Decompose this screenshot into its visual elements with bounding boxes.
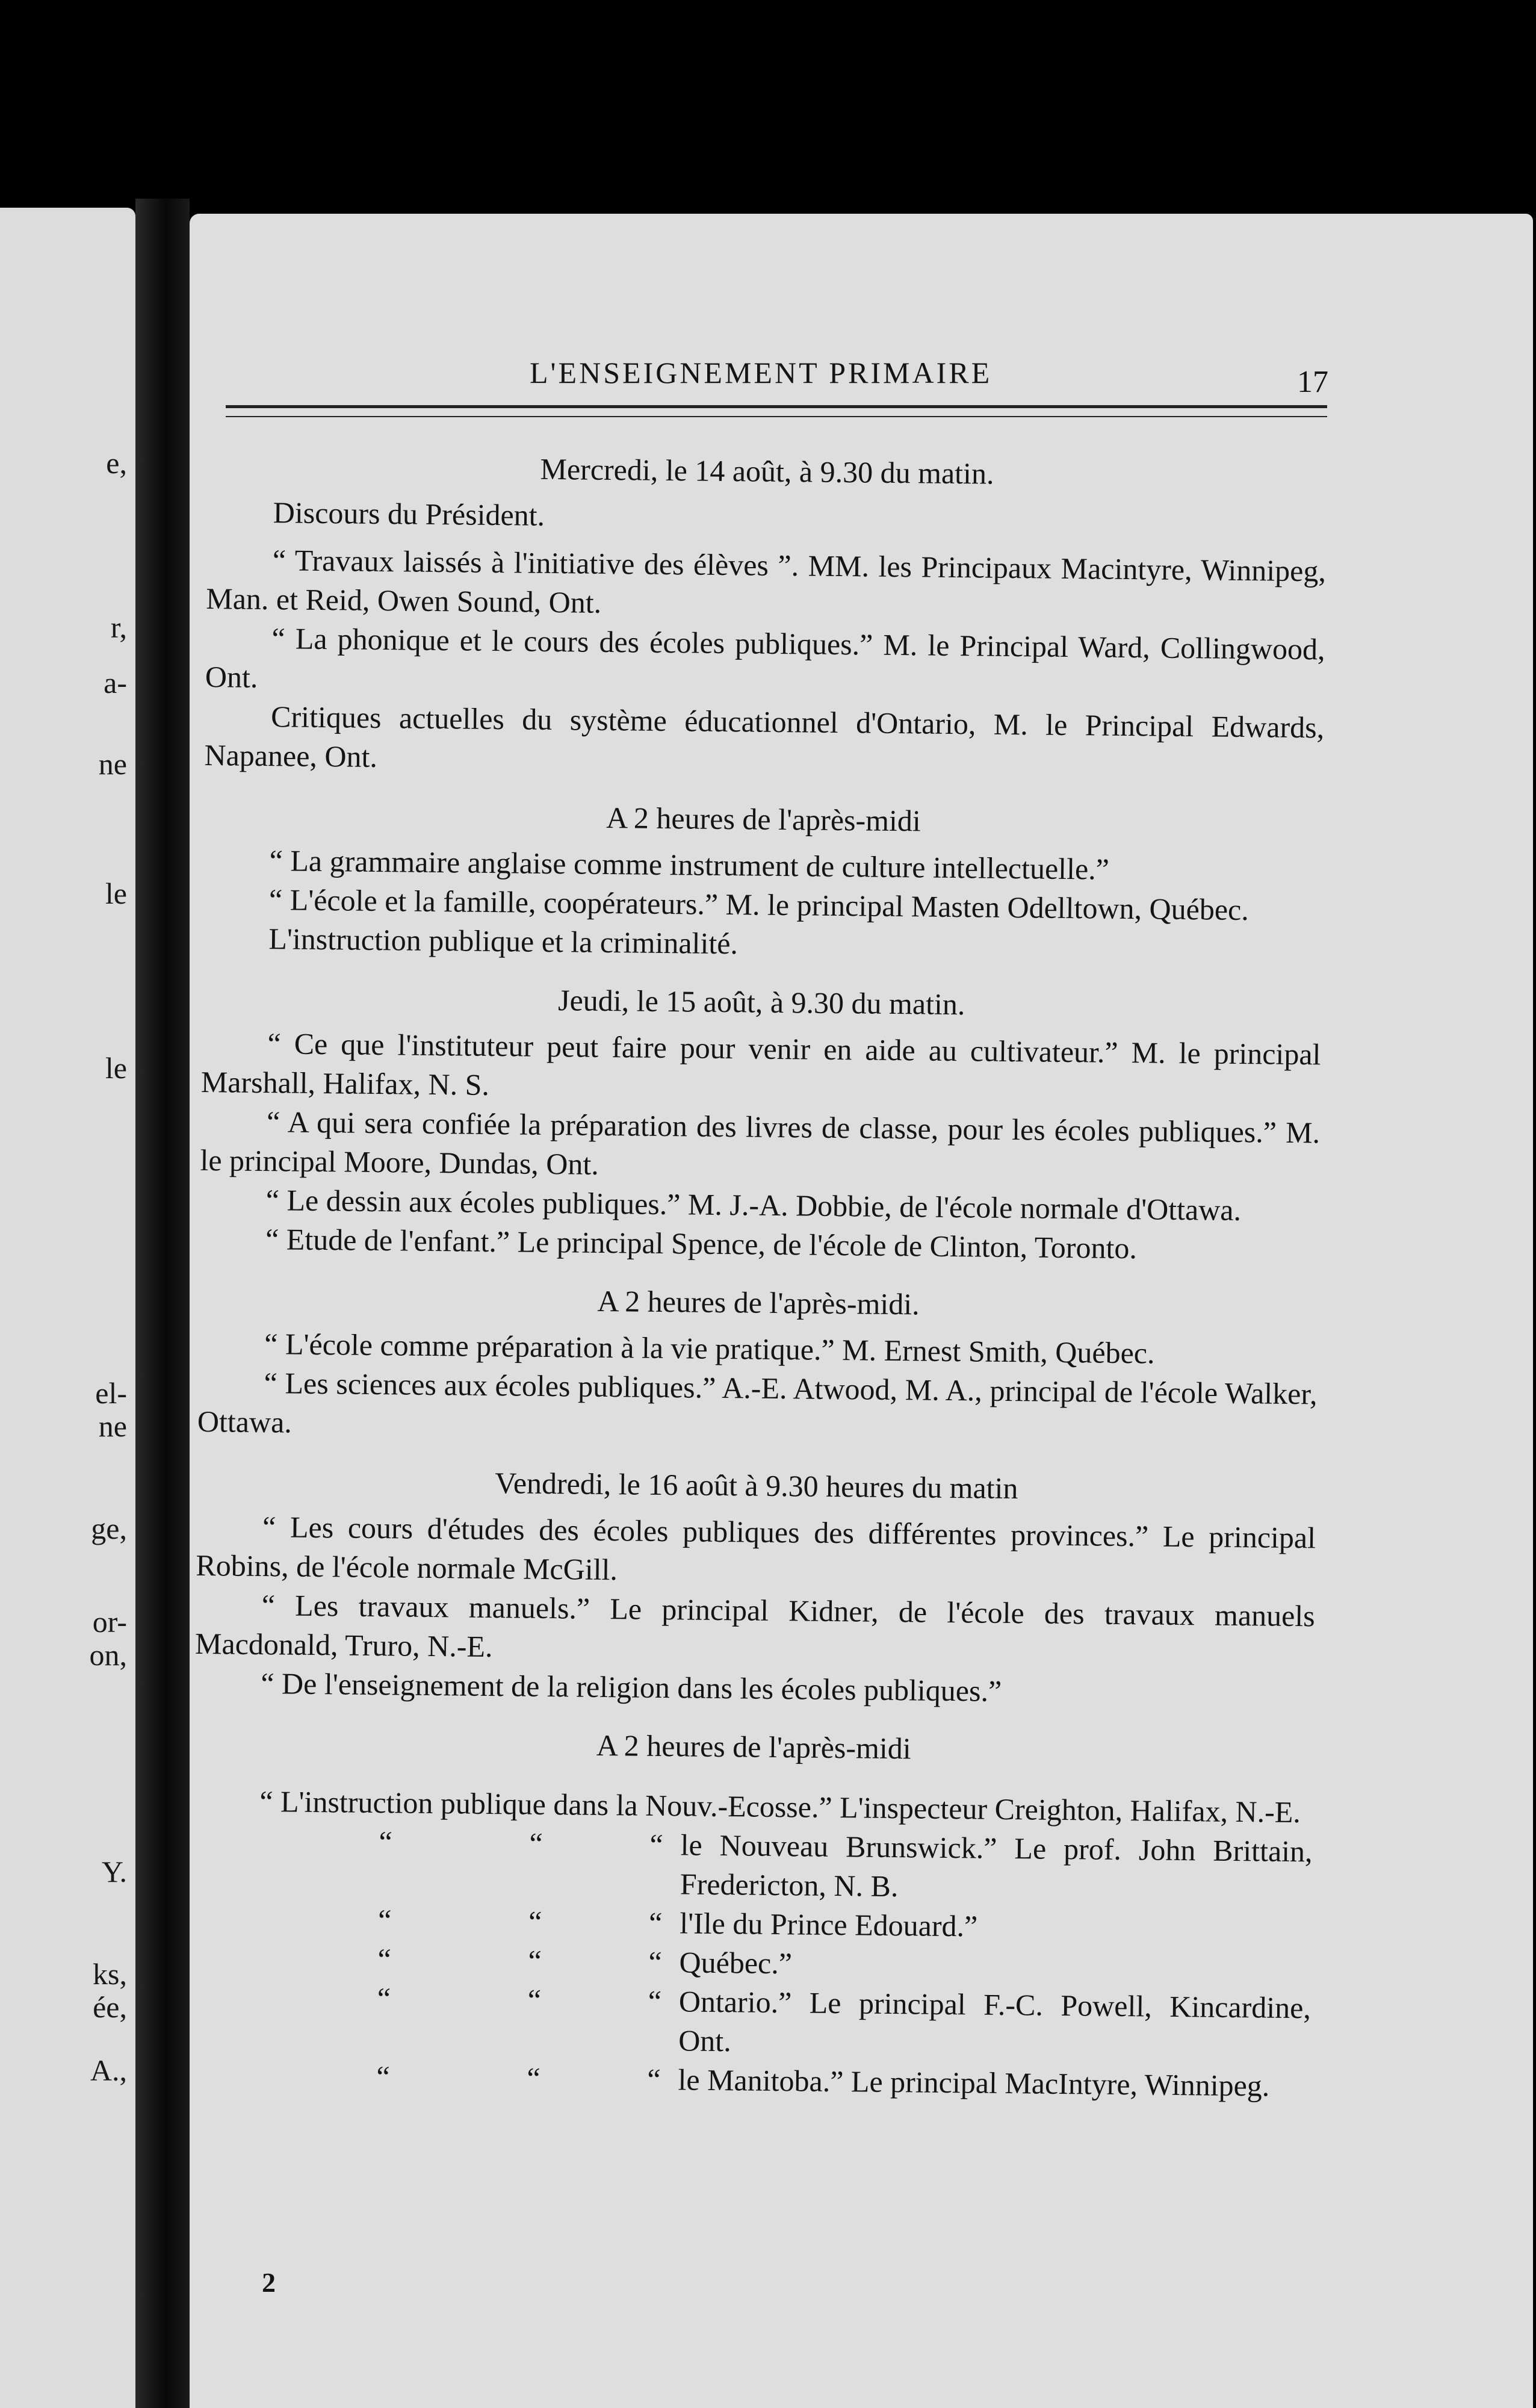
facing-page-fragment: el- — [95, 1376, 127, 1410]
ditto-mark: “ — [648, 1905, 663, 1940]
program-item: “ Les sciences aux écoles publiques.” A.-E. Atwood, M. A., principal de l'école Walker, Ottawa. — [197, 1366, 1318, 1439]
ditto-mark: “ — [527, 2061, 540, 2095]
ditto-mark: “ — [528, 1943, 542, 1978]
program-item: “ De l'enseignement de la religion dans les écoles publiques.” — [261, 1666, 1002, 1708]
session-heading: A 2 heures de l'après-midi — [596, 1728, 912, 1766]
facing-page-fragment: Y. — [101, 1855, 127, 1888]
program-item: “ La phonique et le cours des écoles publiques.” M. le Principal Ward, Collingwood, Ont. — [205, 621, 1325, 694]
facing-page-fragment: A., — [90, 2053, 127, 2087]
ditto-item-text: le Manitoba.” Le principal MacIntyre, Winnipeg. — [678, 2062, 1270, 2103]
facing-page-fragment: ne — [98, 1409, 127, 1443]
ditto-mark: “ — [379, 1825, 393, 1859]
facing-page-fragment: on, — [89, 1638, 127, 1672]
ditto-item — [193, 1820, 1313, 1910]
facing-page-fragment: ne — [98, 747, 127, 781]
book-gutter — [135, 199, 190, 2408]
header-rule-thin — [226, 416, 1327, 417]
ditto-mark: “ — [648, 1944, 662, 1979]
ditto-item-text: l'Ile du Prince Edouard.” — [679, 1906, 978, 1943]
facing-page-fragment: ée, — [93, 1990, 127, 2024]
ditto-mark: “ — [377, 1942, 392, 1976]
program-item: “ A qui sera confiée la préparation des livres de classe, pour les écoles publiques.” M. le principal Moore, Dundas, Ont. — [200, 1105, 1321, 1181]
facing-page-fragment: e, — [106, 446, 127, 480]
program-item: “ L'instruction publique dans la Nouv.-Ecosse.” L'inspecteur Creighton, Halifax, N.-E. — [259, 1784, 1301, 1829]
facing-page-fragment: or- — [92, 1605, 127, 1639]
program-item: “ L'école et la famille, coopérateurs.” M. le principal Masten Odelltown, Québec. — [268, 883, 1250, 927]
ditto-mark: “ — [376, 2059, 390, 2094]
ditto-item-text: Québec.” — [679, 1945, 793, 1981]
ditto-mark: “ — [529, 1826, 543, 1860]
ditto-item-text: le Nouveau Brunswick.” Le prof. John Brittain, Fredericton, N. B. — [680, 1828, 1313, 1904]
session-heading: Mercredi, le 14 août, à 9.30 du matin. — [540, 452, 994, 491]
facing-page-fragment: ks, — [93, 1957, 127, 1991]
facing-page-fragment: ge, — [91, 1512, 127, 1545]
session-heading: A 2 heures de l'après-midi — [605, 800, 921, 838]
session-heading: A 2 heures de l'après-midi. — [597, 1283, 920, 1321]
facing-page-fragment: le — [105, 1051, 127, 1085]
program-item: L'instruction publique et la criminalité. — [268, 922, 739, 961]
facing-page-fragment: a- — [104, 666, 127, 700]
ditto-item-text: Ontario.” Le principal F.-C. Powell, Kincardine, Ont. — [678, 1984, 1311, 2058]
ditto-mark: “ — [527, 1982, 542, 2017]
ditto-mark: “ — [377, 1981, 391, 2015]
facing-page-edge — [0, 208, 135, 2408]
facing-page-fragment: r, — [110, 610, 127, 644]
session-heading: Vendredi, le 16 août à 9.30 heures du matin — [495, 1466, 1018, 1506]
program-item: “ Les cours d'études des écoles publiques des différentes provinces.” Le principal Robins, de l'école normale McGill. — [196, 1510, 1316, 1587]
ditto-mark: “ — [647, 2062, 661, 2097]
ditto-mark: “ — [649, 1827, 664, 1862]
program-item: “ Les travaux manuels.” Le principal Kidner, de l'école des travaux manuels Macdonald, Truro, N.-E. — [194, 1588, 1315, 1664]
ditto-mark: “ — [528, 1904, 542, 1938]
running-head: L'ENSEIGNEMENT PRIMAIRE — [530, 356, 993, 389]
program-item: “ La grammaire anglaise comme instrument de culture intellectuelle.” — [269, 843, 1110, 886]
program-item: Discours du Président. — [273, 495, 545, 532]
page-number: 17 — [1297, 365, 1328, 399]
program-content — [190, 442, 1327, 2106]
session-heading: Jeudi, le 15 août, à 9.30 du matin. — [557, 983, 965, 1022]
program-item: Critiques actuelles du système éducationnel d'Ontario, M. le Principal Edwards, Napanee, Ont. — [204, 700, 1325, 774]
ditto-mark: “ — [377, 1903, 392, 1937]
facing-page-fragment: le — [105, 877, 127, 910]
book-page — [190, 214, 1533, 2408]
program-item: “ Etude de l'enfant.” Le principal Spence, de l'école de Clinton, Toronto. — [265, 1222, 1138, 1265]
ditto-mark: “ — [648, 1984, 662, 2019]
program-item: “ Le dessin aux écoles publiques.” M. J.-A. Dobbie, de l'école normale d'Ottawa. — [265, 1183, 1242, 1227]
signature-mark: 2 — [262, 2267, 276, 2298]
ditto-item — [191, 1977, 1311, 2067]
program-item: “ Ce que l'instituteur peut faire pour venir en aide au cultivateur.” M. le principal Marshall, Halifax, N. S. — [200, 1026, 1321, 1102]
header-rule — [226, 405, 1327, 408]
program-item: “ Travaux laissés à l'initiative des élèves ”. MM. les Principaux Macintyre, Winnipeg, Man. et Reid, Owen Sound, Ont. — [205, 543, 1327, 619]
program-item: “ L'école comme préparation à la vie pratique.” M. Ernest Smith, Québec. — [264, 1327, 1155, 1370]
